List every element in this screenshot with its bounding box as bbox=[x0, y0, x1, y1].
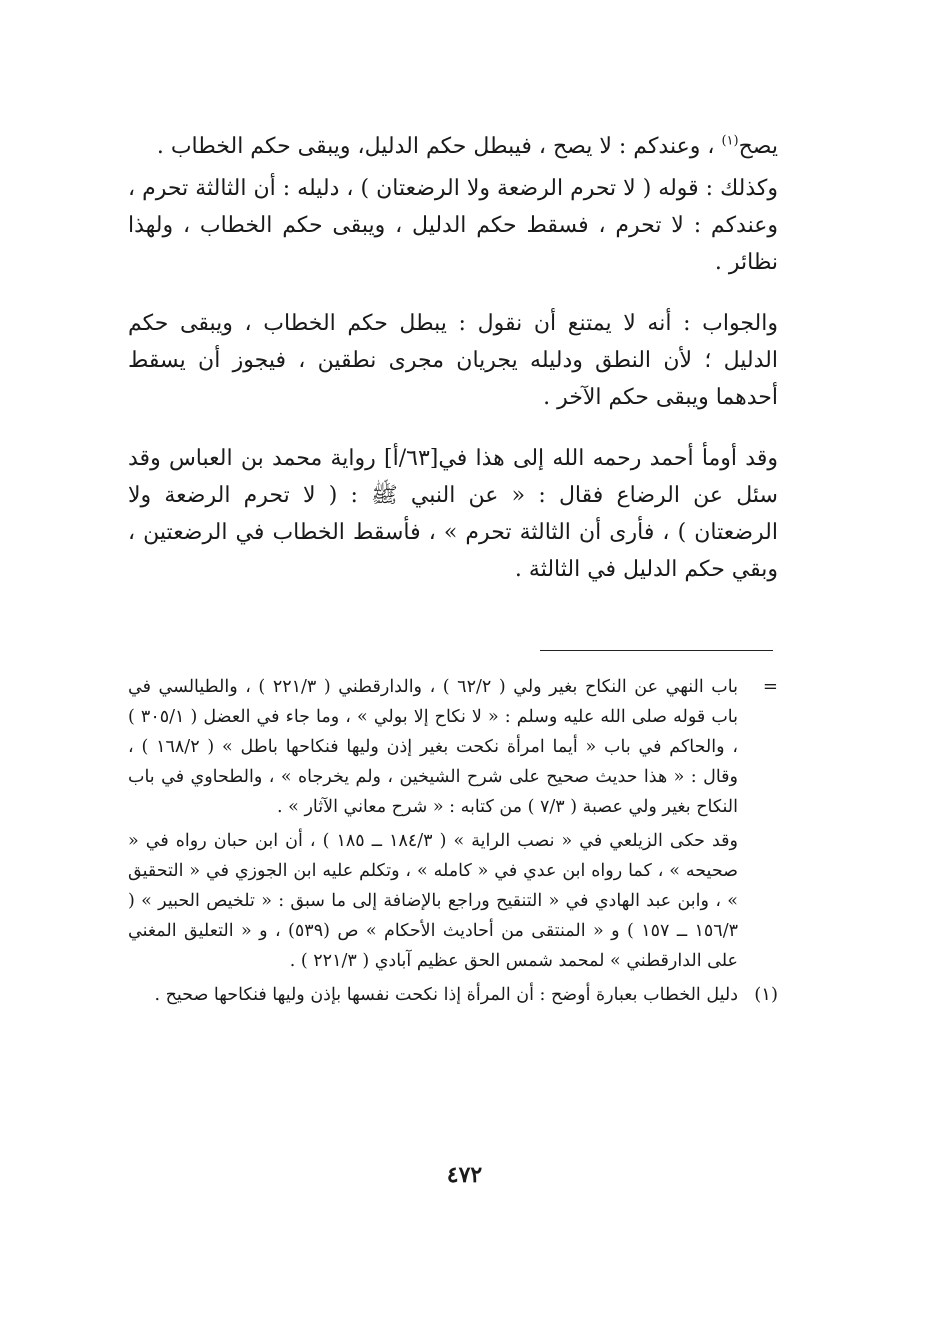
main-paragraph-3: والجواب : أنه لا يمتنع أن نقول : يبطل حكم الخطاب ، ويبقى حكم الدليل ؛ لأن النطق ودليله يجريان مجرى نطقين ، فيجوز أن يسقط أحدهما ويبقى حكم الآخر . bbox=[128, 311, 778, 410]
main-paragraph-2: وكذلك : قوله ( لا تحرم الرضعة ولا الرضعتان ) ، دليله : أن الثالثة تحرم ، وعندكم : لا تحرم ، فسقط حكم الدليل ، ويبقى حكم الخطاب ، ولهذا نظائر . bbox=[128, 176, 778, 275]
footnotes-section bbox=[128, 672, 778, 1010]
main-paragraph-1 bbox=[128, 128, 778, 165]
footnote-1 bbox=[128, 980, 778, 1010]
continuation-marker: = bbox=[762, 676, 778, 697]
footnote-continuation bbox=[128, 672, 778, 976]
main-paragraph-4: وقد أومأ أحمد رحمه الله إلى هذا في[٦٣/أ] رواية محمد بن العباس وقد سئل عن الرضاع فقال : « عن النبي ﷺ : ( لا تحرم الرضعة ولا الرضعتان ) ، فأرى أن الثالثة تحرم » ، فأسقط الخطاب في الرضعتين ، وبقي حكم الدليل في الثالثة . bbox=[128, 446, 778, 582]
footnote-text: باب النهي عن النكاح بغير ولي ( ٦٢/٢ ) ، والدارقطني ( ٢٢١/٣ ) ، والطيالسي في باب قوله صلى الله عليه وسلم : « لا نكاح إلا بولي » ، وما جاء في العضل ( ٣٠٥/١ ) ، والحاكم في باب « أيما امرأة نكحت بغير إذن وليها فنكاحها باطل » ( ١٦٨/٢ ) ، وقال : « هذا حديث صحيح على شرح الشيخين ، ولم يخرجاه » ، والطحاوي في باب النكاح بغير ولي عصبة ( ٧/٣ ) من كتابه : « شرح معاني الآثار » . bbox=[128, 677, 738, 817]
footnote-separator bbox=[540, 650, 773, 651]
footnote-reference[interactable]: (١) bbox=[721, 133, 739, 149]
footnote-marker: (١) bbox=[754, 984, 778, 1005]
main-text bbox=[128, 128, 778, 588]
footnote-text: دليل الخطاب بعبارة أوضح : أن المرأة إذا نكحت نفسها بإذن وليها فنكاحها صحيح . bbox=[154, 985, 738, 1005]
footnote-text: وقد حكى الزيلعي في « نصب الراية » ( ١٨٤/٣ ــ ١٨٥ ) ، أن ابن حبان رواه في « صحيحه » ، كما رواه ابن عدي في « كامله » ، وتكلم عليه ابن الجوزي في « التحقيق » ، وابن عبد الهادي في « التنقيح وراجع بالإضافة إلى ما سبق : « تلخيص الحبير » ( ١٥٦/٣ ــ ١٥٧ ) و « المنتقى من أحاديث الأحكام » ص (٥٣٩) ، و « التعليق المغني على الدارقطني » لمحمد شمس الحق عظيم آبادي ( ٢٢١/٣ ) . bbox=[128, 831, 738, 971]
page-number: ٤٧٢ bbox=[446, 1162, 483, 1188]
paragraph-text: ، وعندكم : لا يصح ، فيبطل حكم الدليل، ويبقى حكم الخطاب . bbox=[156, 134, 722, 159]
paragraph-text: يصح bbox=[738, 134, 778, 159]
